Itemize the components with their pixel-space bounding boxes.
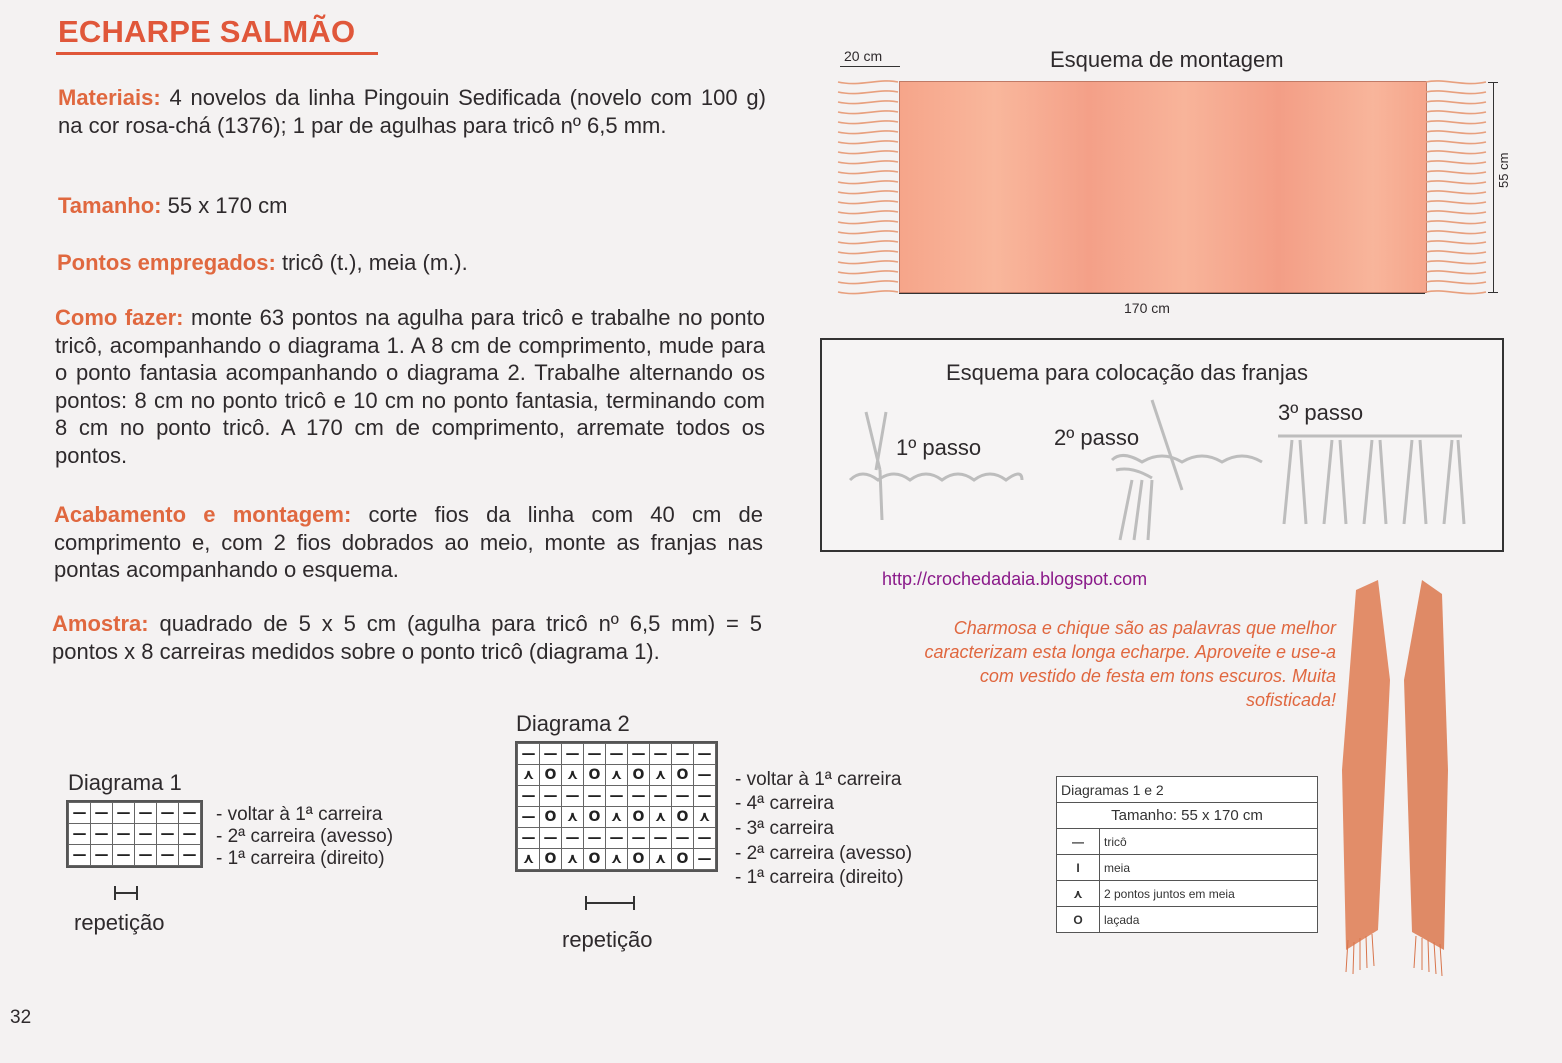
legend-symbol: — <box>1057 829 1100 855</box>
diagrama1-title: Diagrama 1 <box>68 770 182 795</box>
diagrama2-cell: — <box>650 828 672 849</box>
fringe-strand <box>838 221 898 224</box>
diagrama1-row <box>69 824 201 845</box>
fringe-strand <box>838 241 898 244</box>
legend-row <box>1057 855 1318 881</box>
diagrama1-cell: — <box>135 803 157 824</box>
diagrama2-cell: — <box>562 828 584 849</box>
diagrama2-cell: — <box>606 744 628 765</box>
diagrama1-repeat-label: repetição <box>74 910 165 935</box>
diagrama2-cell: — <box>606 786 628 807</box>
height-dimension-line <box>1493 82 1494 292</box>
diagrama2-cell: ⋏ <box>606 807 628 828</box>
diagrama2-cell: — <box>584 786 606 807</box>
materiais-text: 4 novelos da linha Pingouin Sedificada (novelo com 100 g) na cor rosa-chá (1376); 1 par de agulhas para tricô nº 6,5 mm. <box>58 85 766 138</box>
diagrama1-row <box>69 803 201 824</box>
fringe-strand <box>1426 131 1486 134</box>
diagrama1-cell: — <box>69 803 91 824</box>
photo-caption: Charmosa e chique são as palavras que melhor caracterizam esta longa echarpe. Aproveite e use-a com vestido de festa em tons escuros. Muita sofisticada! <box>924 618 1336 710</box>
fringe-strand <box>1426 191 1486 194</box>
diagrama2-repeat-label: repetição <box>562 927 653 952</box>
tamanho-label: Tamanho: <box>58 193 162 218</box>
diagrama2-cell: — <box>562 786 584 807</box>
fringe-strand <box>1426 141 1486 144</box>
diagrama2-cell: O <box>540 765 562 786</box>
diagrama1-cell: — <box>135 845 157 866</box>
scarf-body <box>899 81 1427 293</box>
diagrama2-row-label: - 3ª carreira <box>735 818 834 839</box>
height-label: 55 cm <box>1496 152 1511 188</box>
diagrama2-cell: — <box>584 744 606 765</box>
fringe-width-dimension-line <box>840 66 900 67</box>
diagrama2-cell: O <box>628 849 650 870</box>
legend-label: meia <box>1100 855 1318 881</box>
fringe-strand <box>1426 221 1486 224</box>
legend-table <box>1056 776 1318 933</box>
diagrama2-cell: O <box>672 807 694 828</box>
diagrama2-cell: — <box>518 744 540 765</box>
legend-size: Tamanho: 55 x 170 cm <box>1057 803 1318 829</box>
step1-illustration <box>850 412 1022 520</box>
diagrama2-cell: O <box>628 807 650 828</box>
step1-label: 1º passo <box>896 435 982 460</box>
diagrama2-cell: O <box>584 807 606 828</box>
fringe-strand <box>838 151 898 154</box>
pontos-label: Pontos empregados: <box>57 250 276 275</box>
fringe-strand <box>1426 91 1486 94</box>
diagrama1-cell: — <box>135 824 157 845</box>
diagrama2-cell: ⋏ <box>694 807 716 828</box>
diagrama2-cell: ⋏ <box>650 849 672 870</box>
pontos-paragraph <box>57 249 765 277</box>
fringe-strand <box>838 251 898 254</box>
diagrama1-cell: — <box>113 803 135 824</box>
amostra-label: Amostra: <box>52 611 149 636</box>
page-number: 32 <box>10 1007 32 1028</box>
diagrama2-row <box>518 744 716 765</box>
diagrama2-row <box>518 786 716 807</box>
legend-header: Diagramas 1 e 2 <box>1057 777 1318 803</box>
fringe-strand <box>838 171 898 174</box>
fringe-strand <box>838 121 898 124</box>
fringe-strand <box>1426 201 1486 204</box>
diagrama1-cell: — <box>179 845 201 866</box>
fringe-strand <box>1426 291 1486 294</box>
acabamento-label: Acabamento e montagem: <box>54 502 352 527</box>
diagrama2-cell: — <box>606 828 628 849</box>
fringe-strand <box>838 211 898 214</box>
tamanho-text: 55 x 170 cm <box>167 193 288 218</box>
acabamento-paragraph <box>54 501 763 584</box>
fringe-width-label: 20 cm <box>844 48 883 64</box>
diagrama1-grid <box>66 800 203 868</box>
diagrama2-cell: ⋏ <box>518 849 540 870</box>
fringe-strand <box>838 261 898 264</box>
fringe-strand <box>838 281 898 284</box>
fringe-strand <box>838 101 898 104</box>
step2-illustration <box>1112 400 1262 540</box>
diagrama1-row-label: - voltar à 1ª carreira <box>216 804 383 825</box>
diagrama2-row <box>518 807 716 828</box>
fringe-strand <box>1426 121 1486 124</box>
height-dimension-tick <box>1488 292 1498 293</box>
legend-symbol: I <box>1057 855 1100 881</box>
fringe-strand <box>1426 181 1486 184</box>
legend-label: laçada <box>1100 907 1318 933</box>
diagrama1-repeat-mark <box>114 886 138 900</box>
diagrama2-title: Diagrama 2 <box>516 711 630 736</box>
length-label: 170 cm <box>1124 300 1170 316</box>
step2-label: 2º passo <box>1054 425 1140 450</box>
left-fringe <box>836 76 900 298</box>
materiais-label: Materiais: <box>58 85 161 110</box>
legend-row <box>1057 829 1318 855</box>
diagrama2-cell: — <box>584 828 606 849</box>
diagrama1-row <box>69 845 201 866</box>
fringe-strand <box>838 131 898 134</box>
diagrama2-cell: O <box>540 807 562 828</box>
diagrama2-cell: — <box>694 828 716 849</box>
diagrama2-cell: O <box>584 765 606 786</box>
fringe-strand <box>838 111 898 114</box>
diagrama2-row-label: - 4ª carreira <box>735 793 834 814</box>
fringe-strand <box>1426 161 1486 164</box>
diagrama2-row <box>518 828 716 849</box>
fringe-strand <box>838 231 898 234</box>
length-dimension-line <box>899 293 1425 294</box>
franjas-title: Esquema para colocação das franjas <box>946 360 1308 385</box>
page-title: ECHARPE SALMÃO <box>58 14 356 49</box>
diagrama2-cell: — <box>540 828 562 849</box>
diagrama1-cell: — <box>113 845 135 866</box>
diagrama2-cell: ⋏ <box>606 765 628 786</box>
legend-symbol: ⋏ <box>1057 881 1100 907</box>
fringe-strand <box>1426 151 1486 154</box>
diagrama2-cell: — <box>518 807 540 828</box>
fringe-strand <box>838 181 898 184</box>
fringe-strand <box>838 161 898 164</box>
fringe-strand <box>838 141 898 144</box>
fringe-strand <box>1426 271 1486 274</box>
pontos-text: tricô (t.), meia (m.). <box>281 250 468 275</box>
diagrama1-cell: — <box>91 845 113 866</box>
diagrama2-cell: ⋏ <box>650 807 672 828</box>
fringe-strand <box>1426 211 1486 214</box>
diagrama1-cell: — <box>179 803 201 824</box>
fringe-strand <box>1426 281 1486 284</box>
diagrama2-cell: — <box>628 828 650 849</box>
materiais-paragraph <box>58 84 766 139</box>
diagrama1-row-label: - 1ª carreira (direito) <box>216 848 385 869</box>
amostra-text: quadrado de 5 x 5 cm (agulha para tricô nº 6,5 mm) = 5 pontos x 8 carreiras medidos sobre o ponto tricô (diagrama 1). <box>52 611 762 664</box>
diagrama2-cell: — <box>562 744 584 765</box>
diagrama1-cell: — <box>91 824 113 845</box>
diagrama2-row-label: - voltar à 1ª carreira <box>735 769 902 790</box>
diagrama2-cell: — <box>518 786 540 807</box>
diagrama2-cell: — <box>628 786 650 807</box>
fringe-strand <box>838 81 898 84</box>
diagrama2-cell: — <box>628 744 650 765</box>
diagrama1-cell: — <box>91 803 113 824</box>
diagrama2-cell: O <box>628 765 650 786</box>
tamanho-paragraph <box>58 192 766 220</box>
diagrama2-cell: — <box>672 786 694 807</box>
como-fazer-paragraph <box>55 304 765 469</box>
diagrama2-grid <box>515 741 718 872</box>
diagrama2-cell: — <box>540 744 562 765</box>
diagrama2-cell: — <box>694 786 716 807</box>
diagrama1-cell: — <box>179 824 201 845</box>
amostra-paragraph <box>52 610 762 665</box>
diagrama2-cell: ⋏ <box>606 849 628 870</box>
fringe-strand <box>1426 101 1486 104</box>
diagrama2-row <box>518 765 716 786</box>
diagrama2-cell: — <box>672 828 694 849</box>
como-fazer-text: monte 63 pontos na agulha para tricô e trabalhe no ponto tricô, acompanhando o diagrama 1. A 8 cm de comprimento, mude para o ponto fantasia acompanhando o diagrama 2. Trabalhe alternando os pontos: 8 cm no ponto tricô e 10 cm no ponto fantasia, terminando com 8 cm no ponto tricô. A 170 cm de comprimento, arremate todos os pontos. <box>55 305 766 468</box>
fringe-strand <box>1426 81 1486 84</box>
step3-illustration <box>1278 436 1464 524</box>
fringe-strand <box>1426 241 1486 244</box>
diagrama2-cell: — <box>650 786 672 807</box>
diagrama1-cell: — <box>157 845 179 866</box>
diagrama2-cell: O <box>672 849 694 870</box>
legend-label: 2 pontos juntos em meia <box>1100 881 1318 907</box>
diagrama2-cell: — <box>694 765 716 786</box>
legend-symbol: O <box>1057 907 1100 933</box>
diagrama1-cell: — <box>157 824 179 845</box>
franjas-box <box>820 338 1504 552</box>
diagrama2-cell: ⋏ <box>562 807 584 828</box>
montagem-title: Esquema de montagem <box>1050 47 1284 72</box>
diagrama2-cell: — <box>694 744 716 765</box>
title-underline <box>56 52 378 55</box>
acabamento-text: corte fios da linha com 40 cm de comprimento e, com 2 fios dobrados ao meio, monte as franjas nas pontas acompanhando o esquema. <box>54 502 763 582</box>
step3-label: 3º passo <box>1278 400 1364 425</box>
diagrama2-cell: ⋏ <box>562 849 584 870</box>
diagrama2-row-label: - 1ª carreira (direito) <box>735 867 904 888</box>
diagrama2-cell: O <box>584 849 606 870</box>
fringe-strand <box>1426 171 1486 174</box>
diagrama2-row <box>518 849 716 870</box>
diagrama2-repeat-mark <box>585 896 635 910</box>
diagrama2-cell: ⋏ <box>562 765 584 786</box>
diagrama2-cell: — <box>672 744 694 765</box>
diagrama1-cell: — <box>113 824 135 845</box>
fringe-strand <box>838 201 898 204</box>
scarf-photo <box>1338 570 1450 982</box>
diagrama1-cell: — <box>69 824 91 845</box>
blog-link[interactable]: http://crochedadaia.blogspot.com <box>882 569 1148 589</box>
fringe-strand <box>838 91 898 94</box>
legend-row <box>1057 881 1318 907</box>
diagrama1-row-label: - 2ª carreira (avesso) <box>216 826 394 847</box>
diagrama2-cell: ⋏ <box>650 765 672 786</box>
fringe-strand <box>1426 251 1486 254</box>
fringe-strand <box>1426 111 1486 114</box>
diagrama2-cell: — <box>650 744 672 765</box>
diagrama1-cell: — <box>157 803 179 824</box>
diagrama2-cell: — <box>518 828 540 849</box>
diagrama2-cell: ⋏ <box>518 765 540 786</box>
fringe-strand <box>1426 261 1486 264</box>
diagrama2-cell: O <box>672 765 694 786</box>
right-fringe <box>1424 76 1488 298</box>
height-dimension-tick <box>1488 82 1498 83</box>
diagrama2-cell: — <box>540 786 562 807</box>
diagrama2-cell: O <box>540 849 562 870</box>
legend-label: tricô <box>1100 829 1318 855</box>
como-fazer-label: Como fazer: <box>55 305 184 330</box>
legend-row <box>1057 907 1318 933</box>
diagrama1-cell: — <box>69 845 91 866</box>
fringe-strand <box>838 191 898 194</box>
diagrama2-row-label: - 2ª carreira (avesso) <box>735 843 913 864</box>
diagrama2-cell: — <box>694 849 716 870</box>
fringe-strand <box>1426 231 1486 234</box>
fringe-strand <box>838 291 898 294</box>
fringe-strand <box>838 271 898 274</box>
